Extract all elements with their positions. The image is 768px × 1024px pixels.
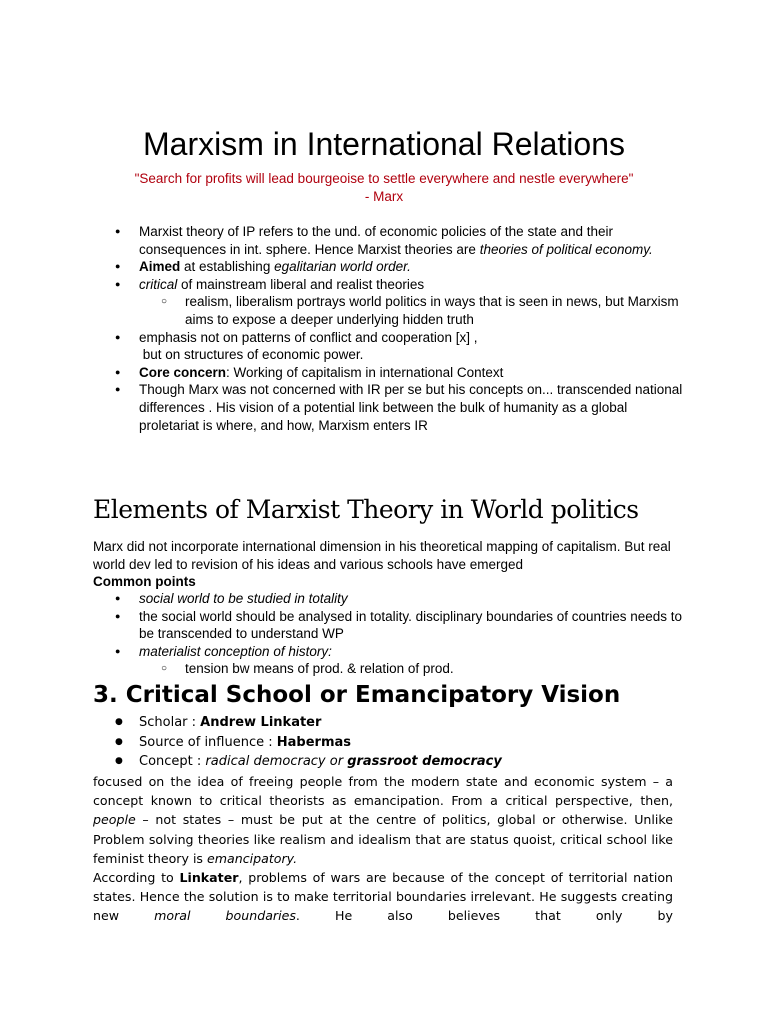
intro-bullet-list: [93, 223, 683, 434]
list-item: [93, 643, 683, 678]
bullet-text: of mainstream liberal and realist theories: [177, 276, 425, 292]
section-heading-critical-school: 3. Critical School or Emancipatory Vision: [93, 682, 621, 708]
section-heading-elements: Elements of Marxist Theory in World politics: [93, 495, 639, 524]
paragraph-text: – not states – must be put at the centre of politics, global or otherwise. Unlike Problem solving theories like realism and idealism that are status quoist, critical school like feminist theory is: [93, 812, 673, 866]
sub-list-item: ○ realism, liberalism portrays world politics in ways that is seen in news, but Marxism aims to expose a deeper underlying hidden truth: [139, 293, 683, 328]
emphasis-emancipatory: emancipatory.: [207, 850, 298, 866]
concept-bold-italic: grassroot democracy: [347, 754, 502, 769]
influence-name: Habermas: [276, 734, 352, 750]
concept-italic: radical democracy or: [205, 754, 348, 769]
list-item: [93, 329, 683, 364]
bullet-italic-text: critical: [139, 276, 178, 292]
bullet-italic-text: egalitarian world order.: [274, 259, 411, 275]
elements-paragraph: [93, 538, 683, 591]
paragraph: [93, 868, 673, 926]
bullet-bold-text: Core concern: [139, 364, 227, 380]
influence-label: Source of influence :: [139, 734, 277, 750]
list-item: [93, 223, 683, 258]
sub-bullet-list: [139, 293, 683, 328]
bullet-italic-text: theories of political economy.: [479, 241, 653, 257]
emphasis-people: people: [93, 812, 136, 828]
bullet-italic-text: social world to be studied in totality: [139, 591, 348, 606]
bullet-text: the social world should be analysed in totality. disciplinary boundaries of countries needs to be transcended to understand WP: [139, 608, 683, 642]
bullet-text: Marxist theory of IP refers to the und. of economic policies of the state and their consequences in int. sphere. Hence Marxist theories are: [139, 224, 613, 257]
quote-attribution: - Marx: [364, 189, 404, 204]
marx-quote: [0, 170, 768, 206]
paragraph-text: . He also believes that only by: [295, 908, 673, 924]
list-item: [93, 364, 683, 382]
bullet-text: ● emphasis not on patterns of conflict and cooperation [x] ,: [139, 329, 478, 345]
list-item: [93, 381, 683, 434]
concept-label: Concept :: [139, 754, 206, 769]
bullet-italic-text: materialist conception of history:: [139, 643, 332, 659]
bullet-text-continued: but on structures of economic power.: [139, 347, 364, 363]
list-item: [93, 590, 683, 608]
bullet-text: Though Marx was not concerned with IR per se but his concepts on... transcended national differences . His vision of a potential link between the bulk of humanity as a global proletariat is where, and how, Marxism enters IR: [139, 382, 683, 433]
scholar-name: Andrew Linkater: [200, 715, 322, 730]
paragraph-text: focused on the idea of freeing people from the modern state and economic system – a concept known to critical theorists as emancipation. From a critical perspective, then,: [93, 774, 673, 809]
list-item: [93, 258, 683, 276]
sub-bullet-list: [139, 660, 683, 678]
scholar-label: Scholar :: [139, 715, 201, 730]
list-item: [93, 276, 683, 329]
emphasis-linkater: Linkater: [179, 870, 239, 886]
bullet-text: : Working of capitalism in international Context: [226, 364, 504, 380]
sub-list-item: ○ tension bw means of prod. & relation of prod.: [139, 660, 683, 678]
quote-text: "Search for profits will lead bourgeoise to settle everywhere and nestle everywhere": [134, 171, 634, 186]
critical-school-body: [93, 772, 673, 926]
list-item: [93, 752, 683, 772]
list-item: [93, 713, 683, 733]
paragraph: [93, 772, 673, 868]
bullet-bold-text: Aimed: [139, 259, 181, 275]
list-item: [93, 733, 683, 753]
paragraph-text: Marx did not incorporate international dimension in his theoretical mapping of capitalism. But real world dev led to revision of his ideas and various schools have emerged: [93, 539, 671, 572]
list-item: [93, 608, 683, 643]
common-points-list: [93, 590, 683, 678]
critical-school-bullet-list: [93, 713, 683, 772]
common-points-label: Common points: [93, 574, 196, 590]
emphasis-moral-boundaries: moral boundaries: [154, 908, 296, 924]
paragraph-text: According to: [93, 870, 180, 886]
paragraph-text: , problems of wars are because of the concept of territorial nation states. Hence the solution is to make territorial boundaries irrelevant. He suggests creating new: [93, 870, 674, 924]
bullet-text: at establishing: [180, 259, 275, 275]
document-title: Marxism in International Relations: [143, 126, 625, 162]
